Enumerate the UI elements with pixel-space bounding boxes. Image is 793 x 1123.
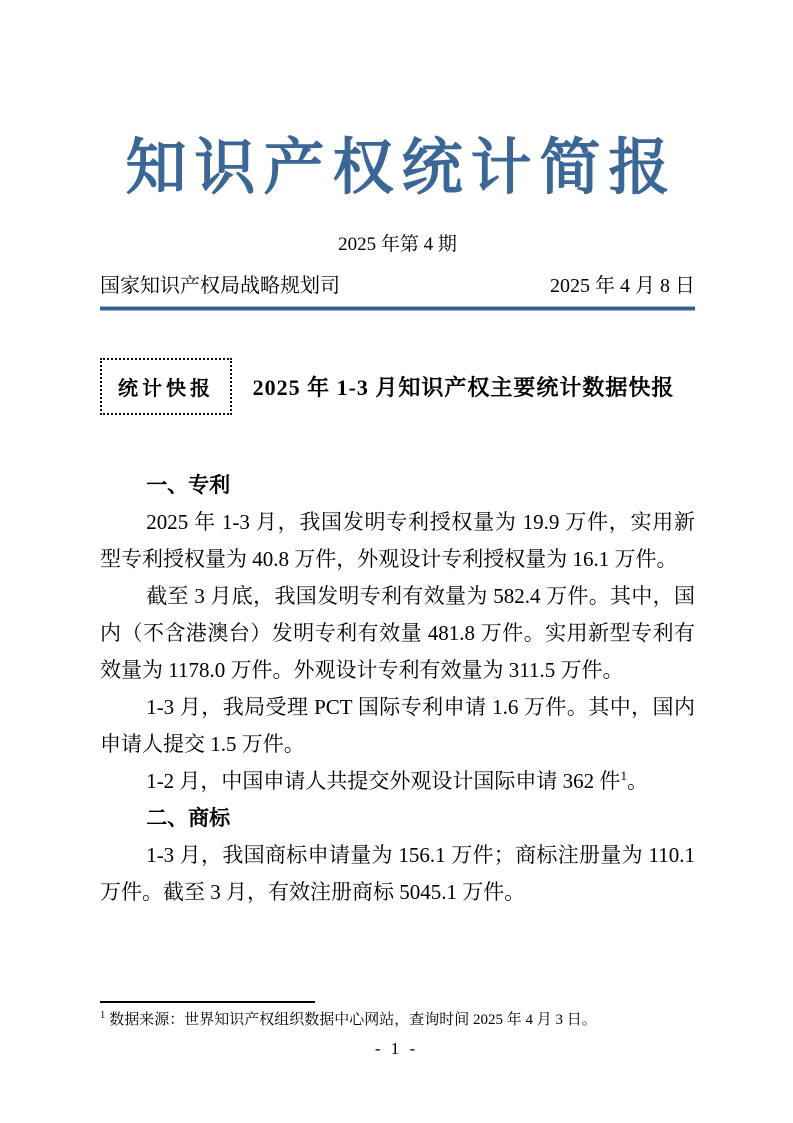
paragraph-patent-grants: 2025 年 1-3 月，我国发明专利授权量为 19.9 万件，实用新型专利授权量为 40.8 万件，外观设计专利授权量为 16.1 万件。 <box>100 510 695 571</box>
footnote-separator <box>100 1001 315 1003</box>
paragraph-patent-in-force: 截至 3 月底，我国发明专利有效量为 582.4 万件。其中，国内（不含港澳台）发明专利有效量 481.8 万件。实用新型专利有效量为 1178.0 万件。外观设计专利有效量为 311.5 万件。 <box>100 584 695 682</box>
report-title: 2025 年 1-3 月知识产权主要统计数据快报 <box>252 375 675 400</box>
content-area <box>100 0 695 911</box>
paragraph-hague-tail: 。 <box>626 769 648 793</box>
publish-date: 2025 年 4 月 8 日 <box>550 275 695 297</box>
publisher-name: 国家知识产权局战略规划司 <box>100 275 340 297</box>
page-number: - 1 - <box>374 1039 419 1058</box>
paragraph-trademark: 1-3 月，我国商标申请量为 156.1 万件；商标注册量为 110.1 万件。截至 3 月，有效注册商标 5045.1 万件。 <box>100 843 695 904</box>
stat-bulletin-badge: 统计快报 <box>100 358 232 415</box>
footnote <box>100 1010 695 1030</box>
section-heading-patent: 一、专利 <box>146 474 231 497</box>
footnote-number: 1 <box>100 1010 106 1021</box>
issue-line: 2025 年第 4 期 <box>338 234 457 255</box>
section-heading-trademark: 二、商标 <box>146 807 231 830</box>
report-body <box>100 467 695 911</box>
footnote-area <box>100 1001 695 1030</box>
report-header <box>100 358 695 415</box>
publisher-row <box>100 273 695 299</box>
header-rule <box>100 306 695 311</box>
paragraph-hague-applications <box>100 763 695 800</box>
masthead-title: 知识产权统计简报 <box>125 135 678 202</box>
paragraph-pct-applications: 1-3 月，我局受理 PCT 国际专利申请 1.6 万件。其中，国内申请人提交 1.5 万件。 <box>100 695 695 756</box>
footnote-text: 数据来源：世界知识产权组织数据中心网站，查询时间 2025 年 4 月 3 日。 <box>109 1012 597 1028</box>
footnote-reference-mark: 1 <box>620 768 627 783</box>
paragraph-hague-lead: 1-2 月，中国申请人共提交外观设计国际申请 362 件 <box>146 769 621 793</box>
